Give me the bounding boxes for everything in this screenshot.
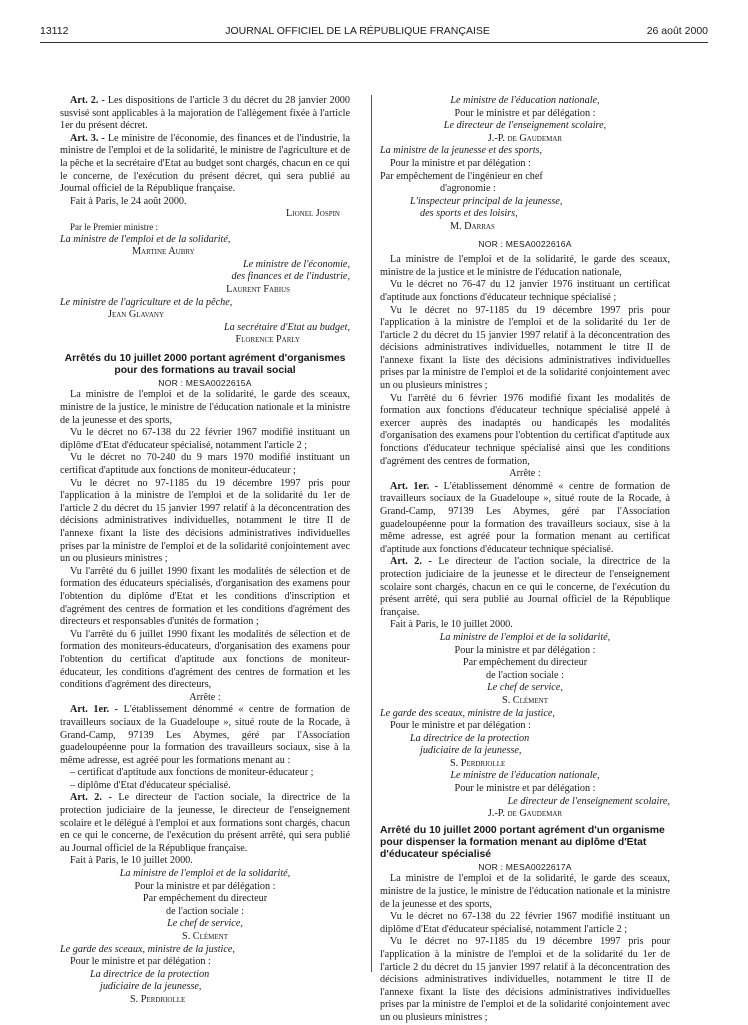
signature-line: Pour le ministre et par délégation :	[454, 107, 596, 119]
signature-line: de l'action sociale :	[166, 905, 244, 917]
vu-clause: Vu le décret no 67-138 du 22 février 1967 modifié instituant un diplôme d'Etat d'éducateur spécialisé, notamment l'article 2 ;	[60, 427, 350, 451]
arrete-heading: Arrête :	[509, 468, 541, 480]
article-2b	[60, 792, 350, 855]
signatory-name: S. Clément	[502, 694, 548, 706]
signature-line: Pour le ministre et par délégation :	[390, 720, 531, 732]
signature-line: La ministre de l'emploi et de la solidarité,	[60, 233, 231, 245]
signature-line: La secrétaire d'Etat au budget,	[223, 321, 350, 333]
list-item: – diplôme d'Etat d'éducateur spécialisé.	[70, 779, 231, 791]
column-divider	[371, 95, 372, 972]
vu-clause: Vu le décret no 97-1185 du 19 décembre 1997 pris pour l'application à la ministre de l'emploi et de la solidarité du 1er de l'article 2 du décret du 15 janvier 1997 relatif à la déconcentration des décisions administratives individuelles, notamment le titre II de l'annexe fixant la liste des décisions administratives individuelles prises par la ministre de l'emploi et de la solidarité conjointement avec un ou plusieurs ministres ;	[60, 477, 350, 565]
article-1	[60, 704, 350, 767]
signature-line: judiciaire de la jeunesse,	[100, 981, 202, 993]
journal-title: JOURNAL OFFICIEL DE LA RÉPUBLIQUE FRANÇAISE	[225, 25, 490, 37]
signatory-name: M. Darras	[450, 220, 495, 232]
preamble: La ministre de l'emploi et de la solidarité, le garde des sceaux, ministre de la justice, le ministre de l'éducation nationale et la ministre de la jeunesse et des sports,	[380, 873, 670, 910]
signatory-name: Martine Aubry	[132, 246, 195, 258]
signature-line: Le chef de service,	[487, 682, 563, 694]
signature-line: des sports et des loisirs,	[420, 208, 518, 220]
vu-clause: Vu le décret no 70-240 du 9 mars 1970 modifié instituant un certificat d'aptitude aux fonctions de moniteur-éducateur ;	[60, 452, 350, 477]
signature-line: Le garde des sceaux, ministre de la justice,	[60, 943, 235, 955]
vu-clause: Vu l'arrêté du 6 février 1976 modifié fixant les modalités de formation aux fonctions d'éducateur technique spécialisé appelé à exercer auprès des inadaptés ou handicapés les modalités d'organisation des examens pour l'obtention du certificat d'aptitude aux fonctions d'éducateur technique spécialisé ainsi que les conditions d'agrément des centres de formation,	[380, 392, 670, 467]
vu-clause: Vu le décret no 76-47 du 12 janvier 1976 instituant un certificat d'aptitude aux fonctions d'éducateur technique spécialisé ;	[380, 279, 670, 303]
signature-line: Par empêchement du directeur	[462, 657, 588, 669]
fait-line: Fait à Paris, le 24 août 2000.	[70, 195, 187, 207]
signatory-name: S. Perdriolle	[450, 757, 506, 769]
article-text: L'établissement dénommé « centre de formation de travailleurs sociaux de la Guadeloupe », situé route de la Rocade, à Grand-Camp, 97139 Les Abymes, géré par l'Association guadeloupéenne pour la formation des travailleurs sociaux, sise à la même adresse, est agréé pour les formations menant au :	[60, 704, 351, 766]
signature-line: Par empêchement de l'ingénieur en chef	[380, 170, 543, 182]
section-title: Arrêtés du 10 juillet 2000 portant agrément d'organismes pour des formations au travail social	[64, 352, 346, 376]
signature-line: Le chef de service,	[167, 918, 243, 930]
signatory-name: J.-P. de Gaudemar	[487, 132, 563, 144]
article-label: Art. 2. -	[70, 792, 112, 804]
right-column	[380, 95, 670, 1025]
signature-line: Le ministre de l'éducation nationale,	[450, 770, 600, 782]
nor-reference: NOR : MESA0022615A	[158, 377, 252, 388]
vu-clause: Vu l'arrêté du 6 juillet 1990 fixant les modalités de sélection et de formation des éducateurs spécialisés, d'organisation des examens pour l'obtention du diplôme d'Etat et les conditions d'inscription et d'agrément des centres de formation et les conditions d'agrément des directeurs et responsables d'unités de formation ;	[60, 565, 350, 628]
signature-line: Pour la ministre et par délégation :	[454, 644, 596, 656]
nor-reference: NOR : MESA0022616A	[478, 238, 572, 249]
signature-line: L'inspecteur principal de la jeunesse,	[410, 195, 563, 207]
signatory-name: Jean Glavany	[108, 309, 165, 321]
signature-line: d'agronomie :	[440, 183, 496, 195]
article-label: Art. 2. -	[390, 556, 432, 568]
article-text: Le ministre de l'économie, des finances et de l'industrie, la ministre de l'emploi et de la solidarité, le ministre de l'agriculture et de la pêche et la secrétaire d'Etat au budget sont chargés, chacun en ce qui le concerne, de l'exécution du présent décret, qui sera publié au Journal officiel de la République française.	[60, 132, 350, 195]
signatory-name: Florence Parly	[235, 334, 300, 346]
signature-line: Par empêchement du directeur	[142, 893, 268, 905]
preamble: La ministre de l'emploi et de la solidarité, le garde des sceaux, ministre de la justice, le ministre de l'éducation nationale et la ministre de la jeunesse et des sports,	[60, 389, 350, 426]
fait-line: Fait à Paris, le 10 juillet 2000.	[390, 619, 513, 631]
signature-line: Le ministre de l'agriculture et de la pêche,	[60, 296, 233, 308]
arrete-heading: Arrête :	[189, 691, 221, 703]
article-label: Art. 2. -	[70, 95, 105, 106]
page-number: 13112	[40, 25, 69, 37]
article-text: Le directeur de l'action sociale, la directrice de la protection judiciaire de la jeunesse et le directeur de l'enseignement scolaire sont chargés, chacun en ce qui le concerne, de l'exécution du présent arrêté, qui sera publié au Journal officiel de la République française.	[380, 556, 670, 618]
signature-line: La ministre de l'emploi et de la solidarité,	[119, 868, 291, 880]
signature-line: Le ministre de l'économie,	[242, 258, 350, 270]
article-3	[60, 133, 350, 196]
signature-line: des finances et de l'industrie,	[231, 271, 350, 283]
signature-line: judiciaire de la jeunesse,	[420, 745, 522, 757]
signature-line: La directrice de la protection	[90, 968, 210, 980]
signature-line: Le directeur de l'enseignement scolaire,	[507, 795, 670, 807]
page-header	[40, 22, 708, 40]
signature-line: La ministre de l'emploi et de la solidarité,	[439, 631, 611, 643]
article-2	[60, 95, 350, 133]
article-label: Art. 3. -	[70, 132, 105, 144]
article-text: L'établissement dénommé « centre de formation de travailleurs sociaux de la Guadeloupe », situé route de la Rocade, à Grand-Camp, 97139 Les Abymes, géré par l'Association guadeloupéenne pour la formation des travailleurs sociaux, sise à la même adresse, est agréé pour la formation menant au certificat d'aptitude aux fonctions d'éducateur technique spécialisé.	[380, 480, 671, 555]
article-1	[380, 481, 670, 557]
signature-line: Pour la ministre et par délégation :	[390, 157, 531, 169]
signature-line: Pour le ministre et par délégation :	[454, 783, 596, 795]
signature-line: La directrice de la protection	[410, 732, 530, 744]
signature-line: Le garde des sceaux, ministre de la justice,	[380, 707, 555, 719]
signature-line: de l'action sociale :	[486, 669, 564, 681]
left-column	[60, 95, 350, 1007]
signature-line: Le ministre de l'éducation nationale,	[450, 95, 600, 106]
signature-line: Par le Premier ministre :	[70, 221, 158, 232]
nor-reference: NOR : MESA0022617A	[478, 861, 572, 872]
vu-clause: Vu le décret no 97-1185 du 19 décembre 1997 pris pour l'application à la ministre de l'emploi et de la solidarité du 1er de l'article 2 du décret du 15 janvier 1997 relatif à la déconcentration des décisions administratives individuelles, notamment le titre II de l'annexe fixant la liste des décisions administratives individuelles prises par la ministre de l'emploi et de la solidarité conjointement avec un ou plusieurs ministres ;	[380, 304, 670, 392]
issue-date: 26 août 2000	[646, 25, 708, 37]
signatory-name: S. Perdriolle	[130, 993, 186, 1005]
fait-line: Fait à Paris, le 10 juillet 2000.	[70, 855, 193, 867]
article-text: Le directeur de l'action sociale, la directrice de la protection judiciaire de la jeunesse, le directeur de l'enseignement scolaire et le délégué à l'emploi et aux formations sont chargés, chacun en ce qui le concerne, de l'exécution du présent arrêté, qui sera publié au Journal officiel de la République française.	[60, 792, 350, 854]
signatory-name: Laurent Fabius	[226, 283, 290, 295]
article-2	[380, 556, 670, 619]
signatory-name: S. Clément	[182, 931, 228, 942]
vu-clause: Vu l'arrêté du 6 juillet 1990 fixant les modalités de sélection et de formation des moniteurs-éducateurs, d'organisation des examens pour l'obtention du certificat d'aptitude aux fonctions de moniteur-éducateur, les conditions d'agrément des centres de formation et les conditions d'agrément des directeurs,	[60, 628, 350, 691]
signature-line: Pour le ministre et par délégation :	[70, 956, 211, 968]
vu-clause: Vu le décret no 97-1185 du 19 décembre 1997 pris pour l'application à la ministre de l'emploi et de la solidarité du 1er de l'article 2 du décret du 15 janvier 1997 relatif à la déconcentration des décisions administratives individuelles, notamment le titre II de l'annexe fixant la liste des décisions administratives individuelles prises par la ministre de l'emploi et de la solidarité conjointement avec un ou plusieurs ministres ;	[380, 936, 670, 1023]
signature-line: Pour la ministre et par délégation :	[134, 880, 276, 892]
signature-line: Le directeur de l'enseignement scolaire,	[443, 120, 607, 132]
header-divider	[40, 42, 708, 43]
signatory-name: Lionel Jospin	[286, 208, 340, 220]
article-label: Art. 1er. -	[70, 704, 119, 716]
preamble: La ministre de l'emploi et de la solidarité, le garde des sceaux, ministre de la justice et le ministre de l'éducation nationale,	[380, 254, 670, 278]
section-title: Arrêté du 10 juillet 2000 portant agrément d'un organisme pour dispenser la formation menant au diplôme d'Etat d'éducateur spécialisé	[380, 824, 665, 860]
vu-clause: Vu le décret no 67-138 du 22 février 1967 modifié instituant un diplôme d'Etat d'éducateur spécialisé, notamment l'article 2 ;	[380, 911, 670, 935]
article-text: Les dispositions de l'article 3 du décret du 28 janvier 2000 susvisé sont applicables à la majoration de l'allègement fixée à l'article 1er du présent décret.	[60, 95, 350, 132]
article-label: Art. 1er. -	[390, 480, 439, 492]
signature-line: La ministre de la jeunesse et des sports,	[380, 145, 543, 157]
list-item: – certificat d'aptitude aux fonctions de moniteur-éducateur ;	[70, 767, 314, 779]
signatory-name: J.-P. de Gaudemar	[487, 808, 563, 820]
